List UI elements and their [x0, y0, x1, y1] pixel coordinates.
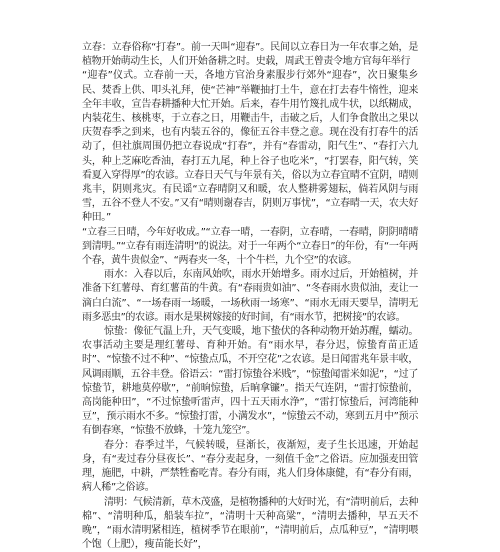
- paragraph: 春分：春季过半，气候转暖，昼渐长，夜渐短，麦子生长迅速，开始起身，有“麦过春分昼夜长”、“春分麦起身，一刻值千金”之俗语。应加强麦田管理，施肥，中耕，严禁牲畜吃青。春分有雨，兆人们身体康健，有“春分有雨，病人稀”之俗谚。: [82, 439, 418, 496]
- paragraph: 惊蛰：像征气温上升，天气变暖，地下蛰伏的各种动物开始苏醒，蠕动。农事活动主要是理红薯母、育种开始。有“雨水早，春分迟，惊蛰育苗正适时”、“惊蛰不过不种”、“惊蛰点瓜，不开空花”之农谚。是日闻雷兆年景丰收，风调雨顺，五谷丰登。俗语云：“雷打惊蛰谷米贱”，“惊蛰闻雷米如泥”，“过了惊蛰节，耕地莫停歇”，“前晌惊蛰，后晌拿镰”。指天气连阴，“雷打惊蛰前，高岗能种田”，“不过惊蛰听雷声，四十五天雨水浄”，“雷打惊蛰后，河湾能种豆”，预示雨水不多。“惊蛰打雷，小满发水”，“惊蛰云不动，寒到五月中”预示有倒春寒，“惊蛰不放蜂，十笼九笼空”。: [82, 325, 418, 439]
- paragraph: 立春：立春俗称“打春”。前一天叫“迎春”。民间以立春日为一年农事之始，是植物开始萌动生长，人们开始备耕之时。史载，周武王曾责令地方官每年举行: [82, 41, 418, 69]
- paragraph: 雨水：入春以后，东南风始吹，雨水开始增多。雨水过后，开始植树，并准备下红薯母、育红薯苗的牛黄。有“春雨贵如油”、“冬春雨水贵似油，麦让一滴白白流”、“一场春雨一场暖，一场秋雨一场寒”、“雨水无雨天要旱，清明无雨多恶虫”的农谚。雨水是果树嫁接的好时间，有“雨水节，把树接”的农谚。: [82, 268, 418, 325]
- paragraph: 清明：气候清新，草木茂盛，是植物播种的大好时光，有“清明前后，去种棉”、“清明种瓜，船装车拉”，“清明十天种高粱”，“清明去播种，早五天不晚”，“雨水清明紧相连，植树季节在眼前”，“清明前后，点瓜种豆”，“清明喂个饱（上肥），瘦苗能长好”，: [82, 496, 418, 552]
- paragraph: “立春三日晴，今年好收成。”“立春一晴，一春阴，立春晴，一春晴，阴阴晴晴到清明。”“立春有雨连清明”的说法。对于一年两个“立春日”的年份，有“一年两个春，黄牛贵似金”、“两春夹一冬，十个牛栏，九个空”的农谚。: [82, 226, 418, 269]
- paragraph: “迎春”仪式。立春前一天，各地方官治身素服步行郊外“迎春”，次日聚集乡民、焚香上供、叩头礼拜，使“芒神”举鞭抽打土牛，意在打去春牛惰性，迎来全年丰收，宣告春耕播种大忙开始。后来，春牛用竹篾扎成牛状，以纸糊成，内装花生、核桃枣，于立春之日，用鞭击牛，击破之后，人们争食散出之果以庆贺春季之到来，也有内装五谷的，像征五谷丰登之意。现在没有打春牛的活动了，但社旗周围仍把立春说成“打春”，并有“春雷动，阳气生”、“春打六九头，种上芝麻吃香油，春打五九尾，种上谷子也吃米”，“打罢春，阳气转，笑看夏入穿得厚”的农谚。立春日天气与年景有关，俗以为立春宜晴不宜阴，晴则兆丰，阴则兆灾。有民谣“立春晴阴又和暖，农人整耕雾翅耘，倘若风阴与雨雪，五谷不登人不安。”又有“晴则谢春吉，阴则万事忧”，“立春晴一天，农夫好种田。”: [82, 69, 418, 225]
- document-body: [82, 41, 418, 552]
